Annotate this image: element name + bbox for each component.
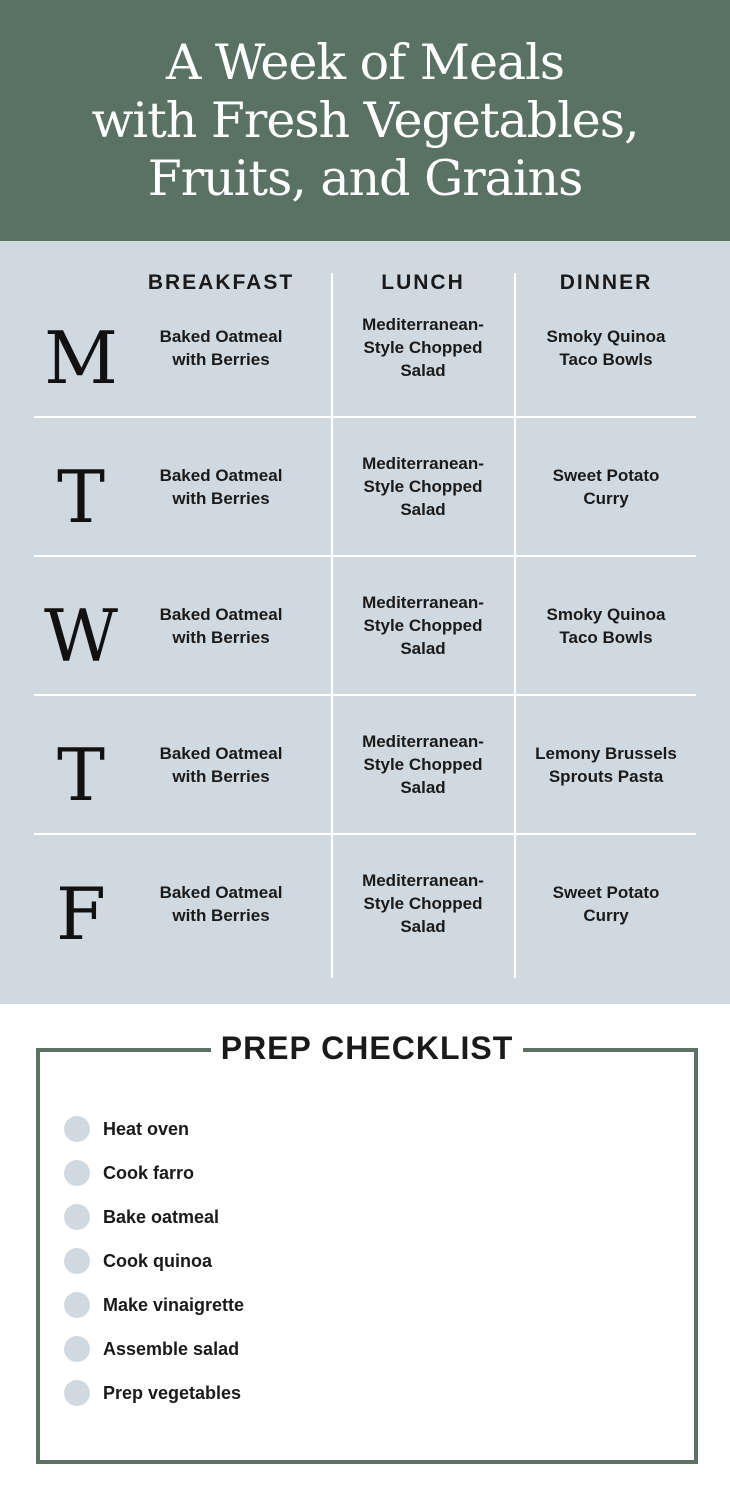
meal-name: Baked Oatmeal with Berries — [159, 465, 283, 508]
dinner-cell — [515, 556, 697, 695]
title-line-3: Fruits, and Grains — [147, 150, 583, 207]
checkbox-circle-icon[interactable] — [64, 1248, 90, 1274]
checkbox-circle-icon[interactable] — [64, 1160, 90, 1186]
header-banner — [0, 0, 730, 241]
lunch-cell — [332, 417, 514, 556]
breakfast-cell — [130, 278, 312, 417]
checklist-item[interactable] — [64, 1114, 189, 1144]
day-letter: W — [43, 594, 118, 678]
title-line-2: with Fresh Vegetables, — [91, 92, 639, 149]
meal-name: Baked Oatmeal with Berries — [159, 604, 283, 647]
checklist-item[interactable] — [64, 1202, 219, 1232]
prep-checklist-title: PREP CHECKLIST — [211, 1028, 524, 1068]
checkbox-circle-icon[interactable] — [64, 1204, 90, 1230]
checklist-item[interactable] — [64, 1246, 212, 1276]
dinner-cell — [515, 695, 697, 834]
lunch-cell — [332, 695, 514, 834]
day-letter: T — [56, 455, 106, 539]
prep-checklist-box — [36, 1030, 698, 1464]
checklist-item-label: Cook farro — [103, 1162, 195, 1183]
meal-name: Sweet Potato Curry — [552, 882, 660, 925]
checkbox-circle-icon[interactable] — [64, 1380, 90, 1406]
checklist-item-label: Heat oven — [103, 1118, 190, 1139]
column-header-lunch: LUNCH — [381, 271, 465, 294]
meal-name: Mediterranean-Style Chopped Salad — [362, 732, 484, 797]
meal-name: Mediterranean-Style Chopped Salad — [362, 454, 484, 519]
meal-name: Baked Oatmeal with Berries — [159, 743, 283, 786]
meal-name: Sweet Potato Curry — [552, 465, 660, 508]
breakfast-cell — [130, 834, 312, 973]
meal-name: Mediterranean-Style Chopped Salad — [362, 871, 484, 936]
checklist-item-label: Bake oatmeal — [103, 1206, 220, 1227]
column-header-dinner: DINNER — [559, 271, 653, 294]
column-header-breakfast: BREAKFAST — [147, 271, 295, 294]
checklist-item-label: Make vinaigrette — [103, 1294, 245, 1315]
title-line-1: A Week of Meals — [165, 34, 564, 91]
checkbox-circle-icon[interactable] — [64, 1292, 90, 1318]
day-row-friday — [0, 864, 730, 1003]
checklist-item[interactable] — [64, 1334, 239, 1364]
day-letter: M — [44, 316, 118, 400]
lunch-cell — [332, 278, 514, 417]
checklist-item[interactable] — [64, 1158, 194, 1188]
prep-checklist-heading — [40, 1028, 694, 1068]
checklist-item-label: Assemble salad — [103, 1338, 240, 1359]
lunch-cell — [332, 834, 514, 973]
checklist-item[interactable] — [64, 1290, 244, 1320]
checklist-item[interactable] — [64, 1378, 241, 1408]
dinner-cell — [515, 834, 697, 973]
checkbox-circle-icon[interactable] — [64, 1116, 90, 1142]
meal-name: Smoky Quinoa Taco Bowls — [546, 604, 666, 647]
meal-name: Lemony Brussels Sprouts Pasta — [535, 743, 677, 786]
meal-plan-table — [0, 241, 730, 1004]
lunch-cell — [332, 556, 514, 695]
dinner-cell — [515, 278, 697, 417]
meal-name: Mediterranean-Style Chopped Salad — [362, 593, 484, 658]
dinner-cell — [515, 417, 697, 556]
meal-name: Baked Oatmeal with Berries — [159, 882, 283, 925]
meal-name: Baked Oatmeal with Berries — [159, 326, 283, 369]
breakfast-cell — [130, 417, 312, 556]
day-letter: F — [56, 872, 106, 956]
breakfast-cell — [130, 556, 312, 695]
meal-name: Smoky Quinoa Taco Bowls — [546, 326, 666, 369]
day-letter: T — [56, 733, 106, 817]
checklist-item-label: Prep vegetables — [103, 1382, 242, 1403]
page-title — [0, 34, 730, 208]
checklist-item-label: Cook quinoa — [103, 1250, 212, 1271]
meal-name: Mediterranean-Style Chopped Salad — [362, 315, 484, 380]
breakfast-cell — [130, 695, 312, 834]
checkbox-circle-icon[interactable] — [64, 1336, 90, 1362]
